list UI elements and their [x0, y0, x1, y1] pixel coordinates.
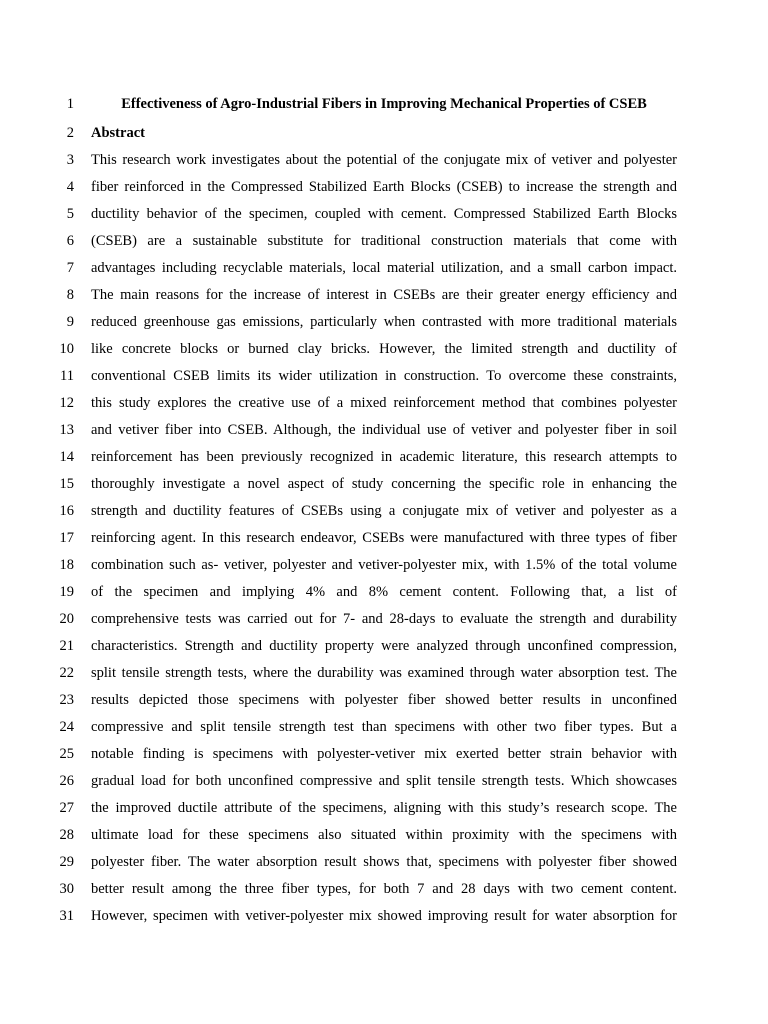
line-number: 28 — [59, 827, 74, 843]
line-number: 25 — [59, 746, 74, 762]
line-number: 3 — [66, 152, 74, 168]
line-number: 7 — [66, 260, 74, 276]
abstract-line: thoroughly investigate a novel aspect of study concerning the specific role in enhancing the — [91, 476, 677, 492]
line-number: 17 — [59, 530, 74, 546]
line-number: 4 — [66, 179, 74, 195]
manuscript-line — [0, 228, 768, 255]
line-number: 18 — [59, 557, 74, 573]
line-number: 31 — [59, 908, 74, 924]
line-number: 10 — [59, 341, 74, 357]
abstract-line: reinforcement has been previously recognized in academic literature, this research attempts to — [91, 449, 677, 465]
line-number: 19 — [59, 584, 74, 600]
abstract-line: combination such as- vetiver, polyester and vetiver-polyester mix, with 1.5% of the total volume — [91, 557, 677, 573]
manuscript-line — [0, 741, 768, 768]
line-number: 15 — [59, 476, 74, 492]
manuscript-line — [0, 471, 768, 498]
line-number: 20 — [59, 611, 74, 627]
line-number: 16 — [59, 503, 74, 519]
abstract-line: compressive and split tensile strength test than specimens with other two fiber types. But a — [91, 719, 677, 735]
abstract-line: strength and ductility features of CSEBs using a conjugate mix of vetiver and polyester as a — [91, 503, 677, 519]
manuscript-line — [0, 363, 768, 390]
manuscript-line — [0, 147, 768, 174]
manuscript-line — [0, 660, 768, 687]
abstract-line: However, specimen with vetiver-polyester mix showed improving result for water absorption for — [91, 908, 677, 924]
manuscript-line — [0, 525, 768, 552]
abstract-line: and vetiver fiber into CSEB. Although, the individual use of vetiver and polyester fiber in soil — [91, 422, 677, 438]
abstract-line: ultimate load for these specimens also situated within proximity with the specimens with — [91, 827, 677, 843]
abstract-line: of the specimen and implying 4% and 8% cement content. Following that, a list of — [91, 584, 677, 600]
manuscript-line — [0, 444, 768, 471]
abstract-line: This research work investigates about the potential of the conjugate mix of vetiver and polyester — [91, 152, 677, 168]
manuscript-line — [0, 876, 768, 903]
paper-title: Effectiveness of Agro-Industrial Fibers in Improving Mechanical Properties of CSEB — [121, 96, 647, 112]
manuscript-line — [0, 849, 768, 876]
abstract-line: (CSEB) are a sustainable substitute for traditional construction materials that come with — [91, 233, 677, 249]
manuscript-line — [0, 336, 768, 363]
manuscript-line — [0, 768, 768, 795]
manuscript-line — [0, 282, 768, 309]
manuscript-line — [0, 390, 768, 417]
abstract-line: The main reasons for the increase of interest in CSEBs are their greater energy efficiency and — [91, 287, 677, 303]
line-number: 9 — [66, 314, 74, 330]
manuscript-line — [0, 417, 768, 444]
manuscript-line — [0, 120, 768, 147]
abstract-line: ductility behavior of the specimen, coupled with cement. Compressed Stabilized Earth Blocks — [91, 206, 677, 222]
abstract-line: the improved ductile attribute of the specimens, aligning with this study’s research scope. The — [91, 800, 677, 816]
abstract-line: fiber reinforced in the Compressed Stabilized Earth Blocks (CSEB) to increase the strength and — [91, 179, 677, 195]
abstract-line: results depicted those specimens with polyester fiber showed better results in unconfined — [91, 692, 677, 708]
manuscript-line — [0, 714, 768, 741]
manuscript-line — [0, 309, 768, 336]
abstract-line: comprehensive tests was carried out for 7- and 28-days to evaluate the strength and durability — [91, 611, 677, 627]
line-number: 26 — [59, 773, 74, 789]
manuscript-line — [0, 201, 768, 228]
abstract-line: advantages including recyclable materials, local material utilization, and a small carbon impact. — [91, 260, 677, 276]
abstract-line: conventional CSEB limits its wider utilization in construction. To overcome these constraints, — [91, 368, 677, 384]
line-number: 21 — [59, 638, 74, 654]
abstract-line: split tensile strength tests, where the durability was examined through water absorption test. The — [91, 665, 677, 681]
abstract-line: like concrete blocks or burned clay bricks. However, the limited strength and ductility of — [91, 341, 677, 357]
abstract-line: notable finding is specimens with polyester-vetiver mix exerted better strain behavior with — [91, 746, 677, 762]
line-number: 2 — [66, 125, 74, 141]
manuscript-line — [0, 552, 768, 579]
abstract-line: polyester fiber. The water absorption result shows that, specimens with polyester fiber showed — [91, 854, 677, 870]
abstract-line: reduced greenhouse gas emissions, particularly when contrasted with more traditional materials — [91, 314, 677, 330]
manuscript-line — [0, 687, 768, 714]
line-number: 14 — [59, 449, 74, 465]
abstract-line: this study explores the creative use of a mixed reinforcement method that combines polyester — [91, 395, 677, 411]
line-number: 13 — [59, 422, 74, 438]
manuscript-line — [0, 498, 768, 525]
line-number: 5 — [66, 206, 74, 222]
line-number: 22 — [59, 665, 74, 681]
line-number: 6 — [66, 233, 74, 249]
line-number: 12 — [59, 395, 74, 411]
manuscript-line — [0, 903, 768, 930]
line-number: 29 — [59, 854, 74, 870]
line-number: 11 — [60, 368, 74, 384]
manuscript-line — [0, 822, 768, 849]
manuscript-line — [0, 91, 768, 118]
line-number: 23 — [59, 692, 74, 708]
line-number: 30 — [59, 881, 74, 897]
manuscript-line — [0, 174, 768, 201]
abstract-line: characteristics. Strength and ductility property were analyzed through unconfined compression, — [91, 638, 677, 654]
abstract-line: reinforcing agent. In this research endeavor, CSEBs were manufactured with three types of fiber — [91, 530, 677, 546]
line-number: 27 — [59, 800, 74, 816]
line-number: 8 — [66, 287, 74, 303]
abstract-line: better result among the three fiber types, for both 7 and 28 days with two cement content. — [91, 881, 677, 897]
manuscript-line — [0, 579, 768, 606]
abstract-heading: Abstract — [91, 125, 145, 141]
abstract-line: gradual load for both unconfined compressive and split tensile strength tests. Which showcases — [91, 773, 677, 789]
manuscript-line — [0, 606, 768, 633]
manuscript-line — [0, 795, 768, 822]
manuscript-line — [0, 633, 768, 660]
line-number: 24 — [59, 719, 74, 735]
line-number: 1 — [66, 96, 74, 112]
manuscript-line — [0, 255, 768, 282]
